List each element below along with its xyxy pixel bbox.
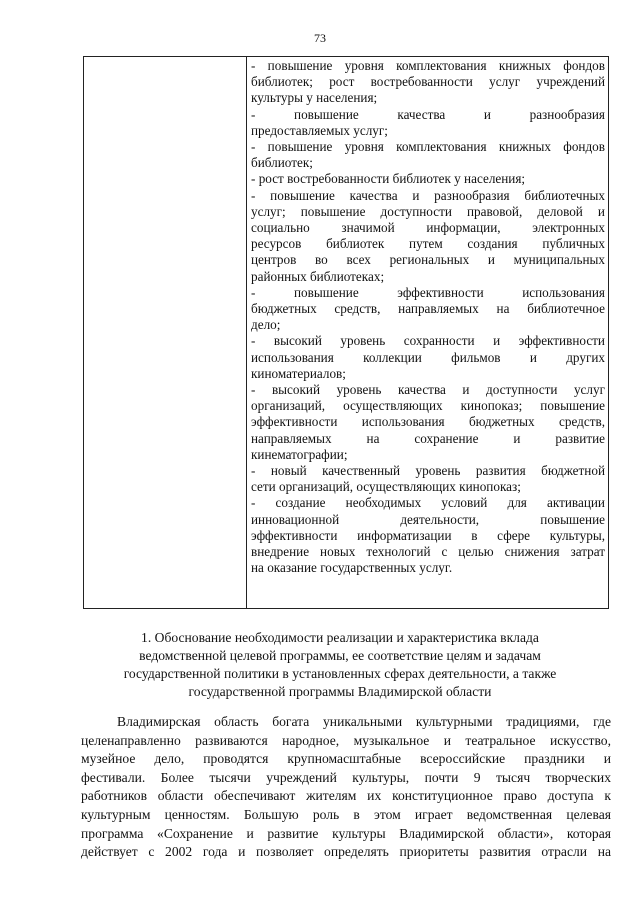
paragraph-line: работников области обеспечивают жителям их конституционное право доступа к (81, 788, 611, 804)
table-line: социально значимой информации, электронных (251, 220, 605, 236)
table-line: на оказание государственных услуг. (251, 560, 453, 576)
table-left-cell (84, 57, 247, 608)
table-line: дело; (251, 317, 281, 333)
section-heading (60, 629, 620, 701)
heading-line: 1. Обоснование необходимости реализации и характеристика вклада (141, 630, 539, 645)
table-line: эффективности использования бюджетных средств, (251, 414, 605, 430)
table-line: центров во всех региональных и муниципальных (251, 252, 605, 268)
table-line: бюджетных средств, направляемых на библиотечное (251, 301, 605, 317)
paragraph-line: действует с 2002 года и позволяет определять приоритеты развития отрасли на (81, 844, 611, 860)
table-line: культуры у населения; (251, 90, 378, 106)
table-line: - рост востребованности библиотек у населения; (251, 171, 526, 187)
table-line: - повышение уровня комплектования книжных фондов (251, 58, 605, 73)
paragraph-line: целенаправленно развиваются народное, музыкальное и театральное искусство, (81, 732, 611, 748)
table-line: - высокий уровень сохранности и эффективности (251, 333, 605, 349)
table-line: внедрение новых технологий с целью снижения затрат (251, 544, 605, 560)
paragraph-line: Владимирская область богата уникальными культурными традициями, где (117, 714, 611, 729)
table-line: библиотек; рост востребованности услуг учреждений (251, 74, 605, 90)
table-line: инновационной деятельности, повышение (251, 511, 605, 527)
table-line: организаций, осуществляющих кинопоказ; повышение (251, 398, 605, 414)
table-line: - повышение качества и разнообразия библиотечных (251, 187, 605, 203)
heading-line: государственной политики в установленных сферах деятельности, а также (123, 666, 557, 681)
table-line: эффективности информатизации в сфере культуры, (251, 527, 605, 543)
paragraph-line: фестивали. Более тысячи учреждений культуры, почти 9 тысяч творческих (81, 769, 611, 785)
table-line: - высокий уровень качества и доступности услуг (251, 382, 605, 398)
table-line: - повышение качества и разнообразия (251, 106, 605, 122)
table-line: - повышение уровня комплектования книжных фондов (251, 139, 605, 155)
paragraph-line: культурным ценностям. Большую роль в этом играет ведомственная целевая (81, 806, 611, 822)
table-line: кинематографии; (251, 446, 348, 462)
table-line: использования коллекции фильмов и других (251, 349, 605, 365)
program-table (83, 56, 609, 609)
page-number: 73 (314, 31, 326, 45)
table-line: киноматериалов; (251, 365, 346, 381)
table-line: - создание необходимых условий для активации (251, 495, 605, 511)
table-line: направляемых на сохранение и развитие (251, 430, 605, 446)
table-line: - новый качественный уровень развития бюджетной (251, 463, 605, 479)
body-paragraph (81, 713, 611, 862)
table-line: библиотек; (251, 155, 313, 171)
table-line: ресурсов библиотек путем создания публичных (251, 236, 605, 252)
table-line: услуг; повышение доступности правовой, деловой и (251, 203, 605, 219)
table-line: районных библиотеках; (251, 268, 385, 284)
table-line: - повышение эффективности использования (251, 284, 605, 300)
paragraph-line: музейное дело, проводятся крупномасштабные всероссийские праздники и (81, 751, 611, 767)
table-line: предоставляемых услуг; (251, 122, 388, 138)
table-right-cell (247, 57, 608, 608)
paragraph-line: программа «Сохранение и развитие культуры Владимирской области», которая (81, 825, 611, 841)
heading-line: государственной программы Владимирской области (188, 684, 492, 699)
heading-line: ведомственной целевой программы, ее соответствие целям и задачам (139, 648, 541, 663)
table-line: сети организаций, осуществляющих кинопоказ; (251, 479, 521, 495)
